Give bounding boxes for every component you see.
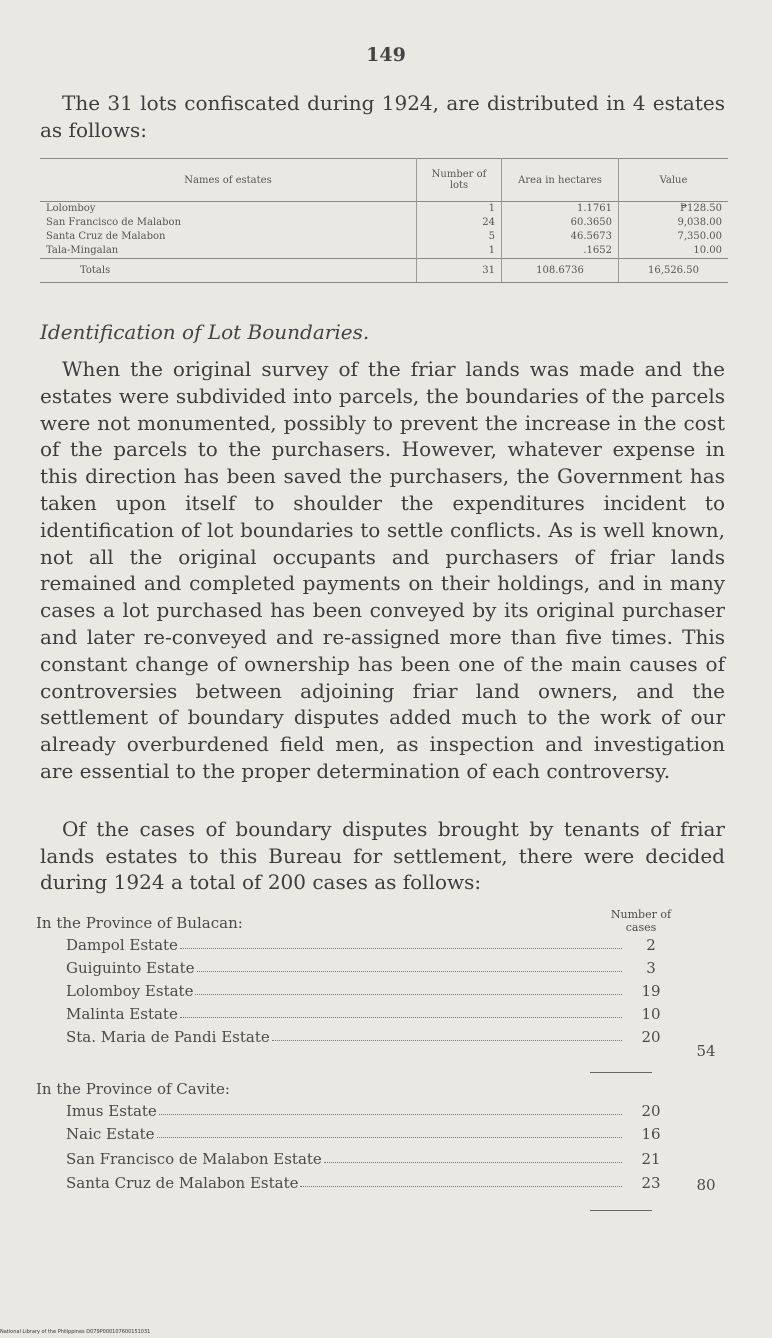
case-count: 2 [646,936,656,954]
case-count: 3 [646,959,656,977]
list-item [66,1172,661,1192]
estate-name: Naic Estate [66,1125,155,1143]
estate-name: Lolomboy [46,203,96,214]
table-header-row [40,159,728,202]
intro-paragraph: The 31 lots confiscated during 1924, are distributed in 4 estates as follows: [40,91,725,142]
dot-leader [157,1137,622,1138]
list-item [66,1123,661,1143]
total-lots: 31 [417,259,502,283]
section-heading: Identification of Lot Boundaries. [40,320,370,344]
list-item [66,957,656,977]
boundaries-paragraph: When the original survey of the friar lands was made and the estates were subdivided into parcels, the boundaries of the parcels were not monumented, possibly to prevent the increase in the cost of the parcels to the purchasers. However, whatever expense in this direction has been saved the purchasers, the Government has taken upon itself to shoulder the expenditures incident to identification of lot boundaries to settle conflicts. As is well known, not all the original occupants and purchasers of friar lands remained and completed payments on their holdings, and in many cases a lot purchased has been conveyed by its original purchaser and later re-conveyed and re-assigned more than five times. This constant change of ownership has been one of the main causes of controversies between adjoining friar land owners, and the settlement of boundary disputes added much to the work of our already overburdened field men, as inspection and investigation are essential to the proper determination of each controversy. [40,357,725,783]
list-item [66,1148,661,1168]
estate-area: 46.5673 [502,230,619,244]
header-estate-name: Names of estates [184,174,272,186]
case-count: 16 [641,1125,661,1143]
estate-name: Dampol Estate [66,936,178,954]
table-total-row [40,259,728,283]
province-heading-bulacan: In the Province of Bulacan: [36,914,243,932]
estate-name: Tala-Mingalan [46,245,119,256]
province-subtotal: 54 [696,1042,716,1060]
list-item [66,1003,661,1023]
estate-name: Sta. Maria de Pandi Estate [66,1028,270,1046]
dot-leader [180,1017,622,1018]
estate-value: 7,350.00 [619,230,729,244]
dot-leader [195,994,622,995]
dot-leader [159,1114,622,1115]
header-number-of-lots: Number of lots [417,159,502,202]
estate-name: Santa Cruz de Malabon Estate [66,1174,299,1192]
dot-leader [324,1162,622,1163]
case-count: 23 [641,1174,661,1192]
estate-area: 60.3650 [502,216,619,230]
total-area: 108.6736 [502,259,619,283]
cases-column-header: Number of cases [610,908,672,934]
estate-lots: 1 [417,244,502,259]
total-label: Totals [40,259,417,283]
list-item [66,1026,661,1046]
scan-footer: National Library of the Philippines D079P000107600151031 [0,1329,151,1335]
estate-value: 10.00 [619,244,729,259]
case-count: 19 [641,982,661,1000]
estate-name: San Francisco de Malabon [46,217,182,228]
dot-leader [197,971,622,972]
case-count: 10 [641,1005,661,1023]
estate-value: 9,038.00 [619,216,729,230]
list-item [66,980,661,1000]
estate-value: ₱128.50 [619,202,729,217]
estate-lots: 5 [417,230,502,244]
estate-name: Santa Cruz de Malabon [46,231,166,242]
dot-leader [272,1040,622,1041]
case-count: 20 [641,1028,661,1046]
dot-leader [300,1186,622,1187]
estate-area: 1.1761 [502,202,619,217]
total-value: 16,526.50 [619,259,729,283]
confiscated-lots-table [40,158,728,283]
dot-leader [180,948,622,949]
table-row [40,230,728,244]
cases-paragraph: Of the cases of boundary disputes brought by tenants of friar lands estates to this Bureau for settlement, there were decided during 1924 a total of 200 cases as follows: [40,817,725,894]
table-row [40,244,728,259]
page-number: 149 [366,44,406,66]
table-row [40,216,728,230]
case-count: 21 [641,1150,661,1168]
estate-name: San Francisco de Malabon Estate [66,1150,322,1168]
estate-lots: 1 [417,202,502,217]
estate-lots: 24 [417,216,502,230]
list-item [66,1100,661,1120]
subtotal-rule [590,1072,652,1073]
province-subtotal: 80 [696,1176,716,1194]
province-heading-cavite: In the Province of Cavite: [36,1080,230,1098]
header-value: Value [619,159,729,202]
case-count: 20 [641,1102,661,1120]
list-item [66,934,656,954]
subtotal-rule [590,1210,652,1211]
header-area: Area in hectares [502,159,619,202]
estate-name: Lolomboy Estate [66,982,194,1000]
estate-area: .1652 [502,244,619,259]
estate-name: Imus Estate [66,1102,157,1120]
estate-name: Guiguinto Estate [66,959,195,977]
table-row [40,202,728,217]
estate-name: Malinta Estate [66,1005,178,1023]
